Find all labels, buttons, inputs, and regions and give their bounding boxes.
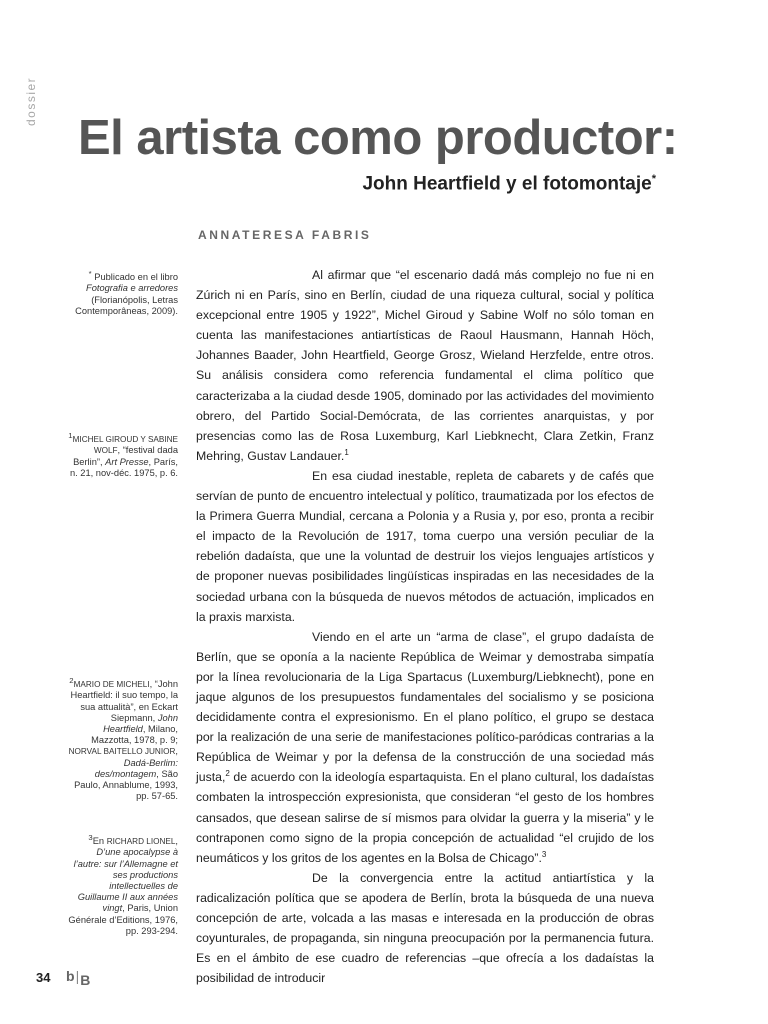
paragraph: En esa ciudad inestable, repleta de cabarets y de cafés que servían de punto de encuentro intelectual y político, traumatizada por los efectos de la Primera Guerra Mundial, cercana a Polonia y a Rusia y, por eso, pronta a recibir el impacto de la Revolución de 1917, toma cuerpo una versión peculiar de la rebelión dadaísta, que une la voluntad de destruir los viejos lenguajes artísticos y de proponer nuevas posibilidades lingüísticas inspiradas en las necesidades de la sociedad urbana con la búsqueda de nuevos métodos de actuación, implicados en la praxis marxista. (196, 468, 654, 624)
subtitle-text: John Heartfield y el fotomontaje (362, 173, 652, 195)
page-number: 34 (36, 970, 51, 985)
footnote-ref-1[interactable]: 1 (344, 447, 349, 457)
article-subtitle (362, 173, 656, 195)
journal-logo: b|B (66, 968, 91, 988)
paragraph: Viendo en el arte un “arma de clase”, el grupo dadaísta de Berlín, que se oponía a la naciente República de Weimar y demostraba simpatía por la línea revolucionaria de la Liga Spartacus (Luxemburg/Liebknecht), pone en jaque algunos de los presupuestos fundamentales del socialismo y se posiciona decididamente contra el expresionismo. En el plano político, el grupo se destaca por la realización de una serie de manifestaciones político-paródicas contrarias a la República de Weimar y por la defensa de la construcción de una sociedad más justa,$^2$ de acuerdo con la ideología espartaquista. En el plano cultural, los dadaístas combaten la introspección expresionista, que consideran “el gesto de los hombres cansados, que desean salirse de sí mismos para olvidar la guerra y la miseria” y le contraponen como signo de la propia concepción de actualidad “el crujido de los neumáticos y los gritos de los agentes en la Bolsa de Chicago”.$^3$ (196, 629, 654, 865)
subtitle-footnote-mark[interactable]: * (651, 173, 656, 185)
section-tag: dossier (24, 76, 38, 126)
paragraph: Al afirmar que “el escenario dadá más complejo no fue ni en Zúrich ni en París, sino en Berlín, ciudad de una riqueza cultural, social y política excepcional entre 1905 y 1922”, Michel Giroud y Sabine Wolf no sólo toman en cuenta las manifestaciones antiartísticas de Raoul Hausmann, Hannah Höch, Johannes Baader, John Heartfield, George Grosz, Wieland Herzfelde, entre otros. Su análisis considera como referencia fundamental el clima político que caracterizaba a la ciudad desde 1905, dominado por las actividades del movimiento obrero, del Partido Social-Demócrata, de las corrientes anarquistas, y por presencias como las de Rosa Luxemburg, Karl Liebknecht, Clara Zetkin, Franz Mehring, Gustav Landauer.$^1$ (196, 268, 654, 463)
sidenote-star: * Publicado en el libro Fotografia e arredores (Florianópolis, Letras Contemporâneas, 2009). (75, 269, 178, 316)
sidenote-1: $^1$MICHEL GIROUD Y SABINE WOLF, “festival dada Berlin”, Art Presse, París, n. 21, nov-déc. 1975, p. 6. (68, 431, 178, 478)
author-name: ANNATERESA FABRIS (198, 228, 372, 242)
article-title: El artista como productor: (78, 111, 678, 165)
sidenote-3: $^3$En RICHARD LIONEL, D’une apocalypse à l’autre: sur l’Allemagne et ses productions intellectuelles de Guillaume II aux années vingt, Paris, Union Générale d’Editions, 1976, pp. 293-294. (68, 833, 178, 936)
article-body (196, 265, 654, 988)
footnote-ref-2[interactable]: 2 (225, 769, 230, 779)
paragraph: De la convergencia entre la actitud antiartística y la radicalización política que se apodera de Berlín, brota la búsqueda de una nueva concepción de arte, volcada a las masas e interesada en la producción de obras coyunturales, de propaganda, sin ninguna preocupación por la permanencia futura. Es en el ámbito de ese cuadro de referencias –que ofrecía a los dadaístas la posibilidad de introducir (196, 870, 654, 986)
sidenote-2: $^2$MARIO DE MICHELI, “John Heartfield: il suo tempo, la sua attualità”, en Eckart Siepmann, John Heartfield, Milano, Mazzotta, 1978, p. 9; NORVAL BAITELLO JUNIOR, Dadá-Berlim: des/montagem, São Paulo, Annablume, 1993, pp. 57-65. (68, 676, 178, 802)
footnote-ref-3[interactable]: 3 (541, 849, 547, 859)
